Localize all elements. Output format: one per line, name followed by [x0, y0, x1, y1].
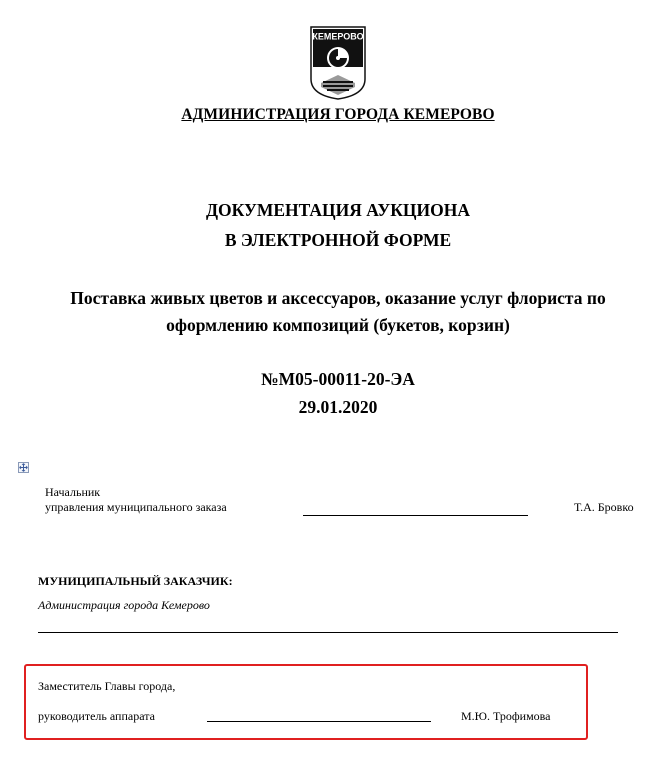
- organization-title: АДМИНИСТРАЦИЯ ГОРОДА КЕМЕРОВО: [181, 106, 495, 123]
- document-number: №М05-00011-20-ЭА: [261, 369, 415, 389]
- customer-organization: Администрация города Кемерово: [38, 598, 210, 612]
- subject-line-1: Поставка живых цветов и аксессуаров, оказание услуг флориста по: [70, 288, 606, 308]
- emblem-label: КЕМЕРОВО: [312, 31, 364, 42]
- signatory-1-name: Т.А. Бровко: [574, 500, 634, 514]
- signatory-1-role-line-2: управления муниципального заказа: [45, 500, 227, 514]
- signatory-2-role-line-1: Заместитель Главы города,: [38, 679, 176, 693]
- signatory-1-role-line-1: Начальник: [45, 485, 101, 499]
- move-handle-icon[interactable]: [18, 462, 29, 473]
- signature-line-1: [303, 515, 528, 516]
- highlight-box: [24, 664, 588, 740]
- signature-line-2: [207, 721, 431, 722]
- document-title-line-2: В ЭЛЕКТРОННОЙ ФОРМЕ: [224, 230, 452, 250]
- signatory-2-name: М.Ю. Трофимова: [461, 709, 551, 723]
- customer-label: МУНИЦИПАЛЬНЫЙ ЗАКАЗЧИК:: [38, 574, 233, 588]
- subject-line-2: оформлению композиций (букетов, корзин): [166, 315, 510, 335]
- signatory-2-role-line-2: руководитель аппарата: [38, 709, 155, 723]
- customer-divider-line: [38, 632, 618, 633]
- document-date: 29.01.2020: [298, 397, 378, 417]
- document-title-line-1: ДОКУМЕНТАЦИЯ АУКЦИОНА: [205, 200, 471, 220]
- kemerovo-coat-of-arms-icon: [309, 25, 367, 101]
